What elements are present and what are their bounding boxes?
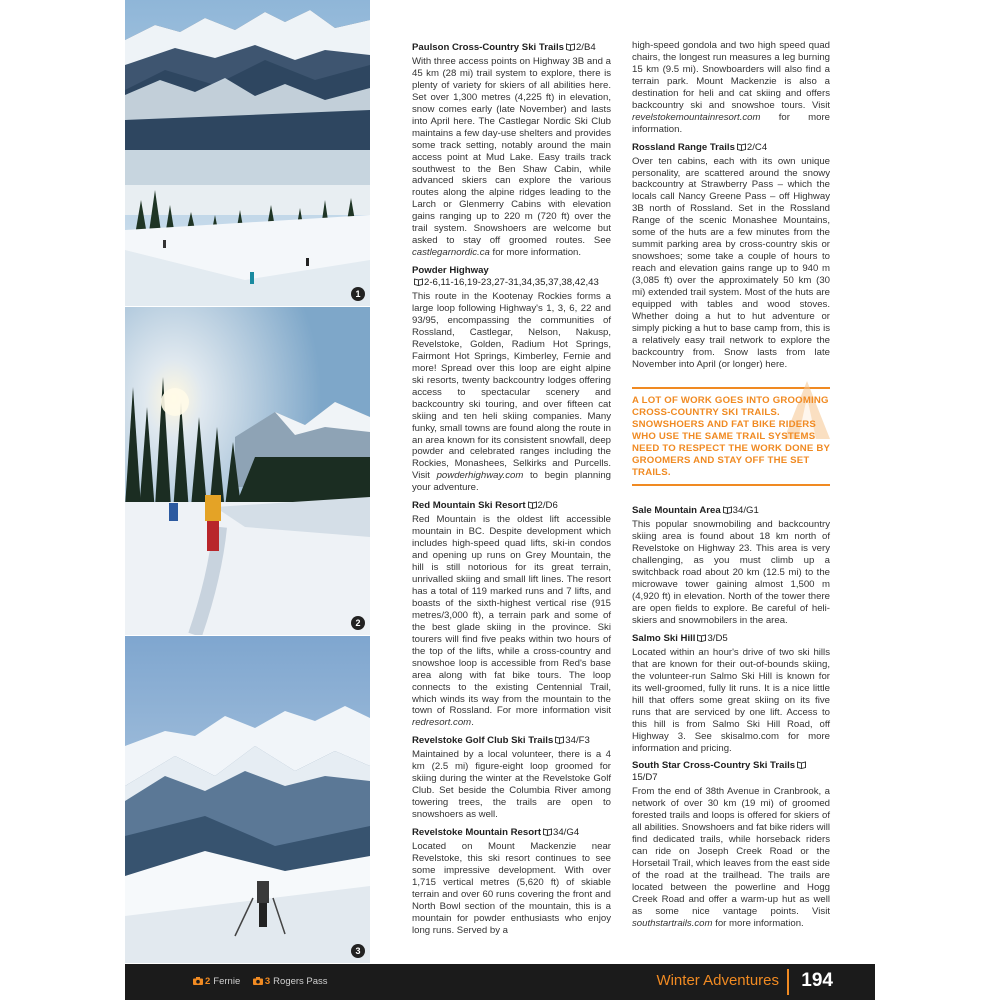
website-link[interactable]: southstartrails.com bbox=[632, 917, 713, 929]
entry-body-text: high-speed gondola and two high speed quad chairs, the longest run measures a leg burning 15 km (9.5 mi). Snowboarders will also find a terrain park. Mount Mackenzie is also a destination for heli and cat skiing and offers backcountry ski and snowshoe tours. Visit bbox=[632, 40, 830, 111]
guide-entry bbox=[632, 40, 830, 136]
text-column-left bbox=[412, 42, 611, 943]
entry-body bbox=[412, 749, 611, 821]
right-column-top-entries bbox=[632, 40, 830, 371]
entry-body-text: This popular snowmobiling and backcountry skiing area is found about 18 km north of Revelstoke on Highway 23. This area is very challenging, as you must climb up a switchback road about 20 km (12.5 mi) to the microwave tower gaining almost 1,500 m (4,920 ft) in elevation. North of the tower there are open fields to explore. Be careful of heli-skiers and snowmobilers in the area. bbox=[632, 519, 830, 626]
map-book-icon bbox=[723, 506, 732, 514]
map-grid-reference: 3/D5 bbox=[707, 632, 728, 644]
entry-title-text: Sale Mountain Area bbox=[632, 505, 721, 517]
map-book-icon bbox=[697, 634, 706, 642]
map-grid-reference: 34/G4 bbox=[553, 827, 580, 839]
photo-column bbox=[125, 0, 370, 963]
map-grid-reference: 34/F3 bbox=[565, 735, 590, 747]
website-link[interactable]: revelstokemountainresort.com bbox=[632, 111, 761, 123]
camera-icon bbox=[193, 977, 203, 985]
map-book-icon bbox=[528, 501, 537, 509]
map-grid-reference: 2/B4 bbox=[575, 42, 596, 53]
map-grid-reference: 15/D7 bbox=[632, 772, 658, 784]
website-link[interactable]: redresort.com bbox=[412, 717, 472, 729]
entry-title-text: Revelstoke Golf Club Ski Trails bbox=[412, 735, 554, 747]
entry-body-text: This route in the Kootenay Rockies forms a large loop following Highway's 1, 3, 6, 22 and 93/95, encompassing the communities of Rossland, Castlegar, Nelson, Nakusp, Revelstoke, Golden, Radium Hot Springs, Fairmont Hot Springs, Kimberley, Fernie and more! Spread over this loop are eight alpine ski resorts, twenty backcountry lodges offering access to spectacular scenery and backcountry ski touring, and over fifteen cat skiing and ten heli skiing companies. Many funky, small towns are found along the route in an area known for its consistent snowfall, deep powder and celebrated ranges including the Rockies, Monashees, Selkirks and Purcells. Visit bbox=[412, 291, 611, 482]
photo-3-illustration bbox=[125, 636, 370, 963]
section-title: Winter Adventures bbox=[656, 972, 779, 989]
entry-title-text: Revelstoke Mountain Resort bbox=[412, 827, 542, 839]
photo-number-badge: 1 bbox=[351, 287, 365, 301]
page-number: 194 bbox=[801, 970, 833, 991]
map-book-icon bbox=[566, 43, 575, 51]
entry-title-text: Paulson Cross-Country Ski Trails bbox=[412, 42, 564, 53]
entry-heading bbox=[412, 500, 611, 512]
map-book-icon bbox=[543, 828, 552, 836]
photo-ski-tourer-ridge bbox=[125, 636, 370, 963]
entry-body bbox=[412, 514, 611, 729]
entry-title-text: Powder Highway bbox=[412, 265, 489, 277]
website-link[interactable]: powderhighway.com bbox=[436, 470, 524, 482]
pull-quote-text: A LOT OF WORK GOES INTO GROOMING CROSS-COUNTRY SKI TRAILS. SNOWSHOERS AND FAT BIKE RIDERS WHO USE THE SAME TRAIL SYSTEMS NEED TO RESPECT THE WORK DONE BY GROOMERS AND STAY OFF THE SET TRAILS. bbox=[632, 394, 830, 479]
entry-heading bbox=[412, 735, 611, 747]
map-grid-reference: 2-6,11-16,19-23,27-31,34,35,37,38,42,43 bbox=[424, 277, 599, 289]
guide-entry bbox=[632, 505, 830, 627]
photo-snowshoers-sunburst bbox=[125, 307, 370, 635]
entry-heading bbox=[632, 142, 830, 154]
entry-body-tail: for more information. bbox=[489, 247, 582, 259]
photo-1-illustration bbox=[125, 0, 370, 306]
entry-title-text: Rossland Range Trails bbox=[632, 141, 735, 153]
right-column-bottom-entries bbox=[632, 505, 830, 929]
guide-entry bbox=[632, 760, 830, 929]
guide-entry bbox=[412, 827, 611, 937]
entry-body-text: From the end of 38th Avenue in Cranbrook, a network of over 30 km (19 mi) of groomed forested trails and loops is offered for skiers of all abilities. Snowshoers and fat bike riders will find dedicated trails, while horseback riders can ride on Joseph Creek Road or the Horsetail Trail, which leaves from the east side of the road at the trailhead. The trails are located between the powerline and Hogg Creek Road and offer a warm-up hut as well as some nice vantage points. Visit bbox=[632, 786, 830, 917]
entry-body bbox=[632, 647, 830, 755]
entry-body bbox=[632, 786, 830, 929]
footer-divider bbox=[787, 969, 789, 995]
guide-entry bbox=[412, 42, 611, 259]
pull-quote-bottom-rule bbox=[632, 484, 830, 486]
guide-entry bbox=[632, 633, 830, 755]
entry-body-text: Located within an hour's drive of two ski hills that are known for their out-of-bounds skiing, the volunteer-run Salmo Ski Hill is known for its well-groomed, fully lit runs. It is a nice little hill that offers some great skiing on its five runs that are serviced by one lift. Access to this hill is from Salmo Ski Hill Road, off Highway 3. See skisalmo.com for more information and pricing. bbox=[632, 646, 830, 754]
map-book-icon bbox=[555, 736, 564, 744]
text-column-right bbox=[632, 40, 830, 936]
entry-body-text: Located on Mount Mackenzie near Revelstoke, this ski resort continues to see some impressive development. With over 1,715 vertical metres (5,620 ft) of skiable terrain and over 60 runs covering the front and North Bowl section of the mountain, this is a mountain for powder enthusiasts who enjoy long runs. Served by a bbox=[412, 841, 611, 936]
website-link[interactable]: castlegarnordic.ca bbox=[412, 247, 490, 259]
map-book-icon bbox=[797, 761, 806, 769]
entry-heading bbox=[412, 42, 611, 54]
entry-body-text: Over ten cabins, each with its own unique personality, are scattered around the snowy backcountry at Strawberry Pass – which the locals call Nancy Greene Pass – off Highway 3B north of Rossland. Set in the Rossland Range of the scenic Monashee Mountains, some of the huts are a few minutes from the summit parking area by cross-country skis or snowshoes; some take a couple of hours to reach and elevation gains range up to 940 m (3,085 ft) over the approximately 50 km (30 mi) extended trail system. Most of the huts are equipped with tables and wood stoves. Whether doing a hut to hut adventure or simply picking a hut to base camp from, this is a relatively easy trail network to explore the backcountry from. Snow lasts from late November into April (or longer) here. bbox=[632, 155, 830, 370]
caption-label: Rogers Pass bbox=[273, 976, 328, 987]
entry-body bbox=[632, 156, 830, 371]
entry-body-text: Maintained by a local volunteer, there is a 4 km (2.5 mi) figure-eight loop groomed for skiing during the winter at the Revelstoke Golf Club. Set beside the Columbia River among towering trees, the trails are open to snowshoers as well. bbox=[412, 749, 611, 821]
photo-captions bbox=[193, 976, 338, 987]
entry-body-tail: . bbox=[471, 717, 474, 729]
entry-body bbox=[632, 519, 830, 627]
entry-body-tail: for more information. bbox=[712, 917, 804, 929]
photo-number-badge: 2 bbox=[351, 616, 365, 630]
pull-quote bbox=[632, 393, 830, 480]
entry-heading bbox=[412, 265, 611, 289]
entry-body-text: With three access points on Highway 3B and a 45 km (28 mi) trail system to explore, there is plenty of variety for skiers of all abilities here. Set over 1,300 metres (4,225 ft) in elevation, snow comes early (late November) and lasts into April here. The Castlegar Nordic Ski Club maintains a few day-use shelters and provides some track setting, notably around the main access point at Mud Lake. Easy trails track southwest to the Ben Shaw Cabin, while advanced skiers can explore the various routes along the alpine ridges leading to the Larch or Glenmerry Cabins with elevation gains ranging up to 220 m (720 ft) over the trail system. Snowshoers are welcome but asked to stay off groomed routes. See bbox=[412, 55, 611, 247]
map-grid-reference: 34/G1 bbox=[732, 505, 759, 517]
entry-heading bbox=[412, 827, 611, 839]
page-footer bbox=[125, 964, 875, 1000]
caption-number: 3 bbox=[264, 976, 271, 987]
entry-body-text: Red Mountain is the oldest lift accessible mountain in BC. Despite development which includes high-speed quad lifts, ski-in condos and opening up runs on Grey Mountain, the hill is still notorious for its great terrain, unrivalled skiing and small lift lines. The resort has a total of 119 marked runs and 7 lifts, and boasts of the sixth-highest vertical rise (915 metres/3,000 ft), a terrain park and some of the best glade skiing in the province. Ski tourers will find five peaks within two hours of the top of the lifts, while a cross-country and snowshoe loop is accessible from Red's base area along with fat bike tours. The loop connects to the existing Centennial Trail, which winds its way from the mountain to the town of Rossland. For more information visit bbox=[412, 514, 611, 717]
entry-heading bbox=[632, 633, 830, 645]
guide-entry bbox=[412, 265, 611, 494]
entry-title-text: Salmo Ski Hill bbox=[632, 632, 696, 644]
map-book-icon bbox=[414, 278, 423, 286]
photo-2-illustration bbox=[125, 307, 370, 635]
entry-body bbox=[412, 841, 611, 937]
entry-body bbox=[412, 56, 611, 259]
map-grid-reference: 2/C4 bbox=[746, 141, 768, 153]
entry-body-tail: to begin planning your adventure. bbox=[412, 470, 611, 494]
map-book-icon bbox=[737, 143, 746, 151]
guide-entry bbox=[412, 735, 611, 821]
entry-heading bbox=[632, 760, 830, 784]
entry-body bbox=[412, 291, 611, 494]
guide-entry bbox=[632, 142, 830, 371]
guide-entry bbox=[412, 500, 611, 729]
camera-icon bbox=[253, 977, 263, 985]
entry-body bbox=[632, 40, 830, 136]
caption-number: 2 bbox=[205, 976, 211, 987]
entry-body-tail: for more information. bbox=[632, 111, 830, 135]
entry-title-text: South Star Cross-Country Ski Trails bbox=[632, 760, 796, 772]
photo-number-badge: 3 bbox=[351, 944, 365, 958]
map-grid-reference: 2/D6 bbox=[537, 500, 558, 512]
caption-label: Fernie bbox=[213, 976, 241, 987]
entry-heading bbox=[632, 505, 830, 517]
entry-title-text: Red Mountain Ski Resort bbox=[412, 500, 526, 512]
photo-ski-slope-lake bbox=[125, 0, 370, 306]
